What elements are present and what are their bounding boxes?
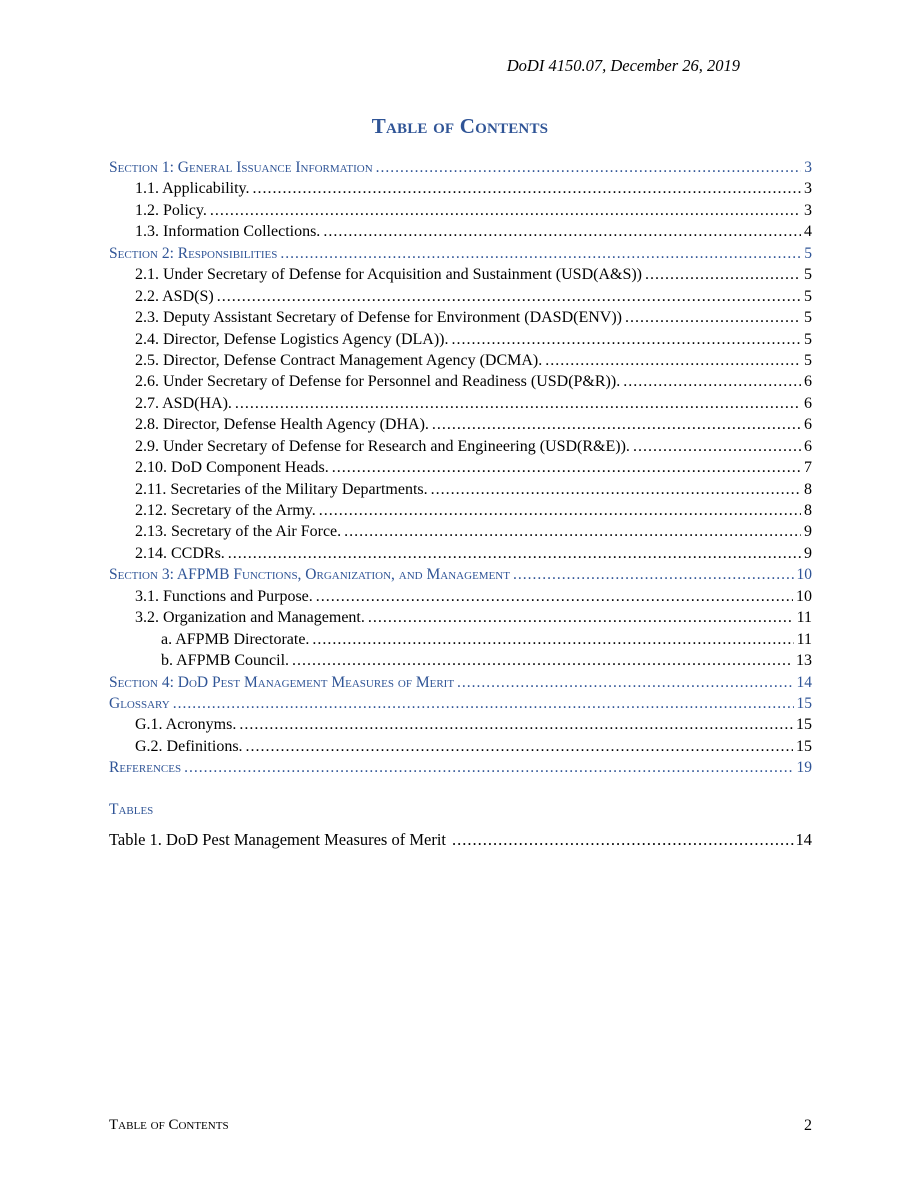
toc-entry-label: G.1. Acronyms. [135,716,237,734]
toc-entry-page-number: 4 [804,223,812,241]
table-entry-page-number: 14 [795,830,812,849]
toc-entry-label: G.2. Definitions. [135,737,243,755]
toc-title: Table of Contents [371,114,549,138]
dot-leader [513,564,794,585]
toc-entry-label: 2.3. Deputy Assistant Secretary of Defense for Environment (DASD(ENV)) [135,309,622,327]
toc-list [109,157,812,779]
dot-leader [235,393,801,414]
toc-entry-page-number: 5 [804,330,812,348]
toc-entry[interactable] [109,457,812,478]
dot-leader [184,757,793,778]
toc-entry[interactable] [109,629,812,650]
toc-entry-page-number: 10 [796,587,812,605]
dot-leader [280,243,801,264]
toc-entry-page-number: 10 [796,566,812,584]
toc-entry-label: Section 3: AFPMB Functions, Organization, and Management [109,566,510,584]
dot-leader [217,286,801,307]
toc-entry[interactable] [109,714,812,735]
toc-entry-label: Section 2: Responsibilities [109,244,278,262]
toc-entry[interactable] [109,564,812,585]
toc-entry-label: 1.2. Policy. [135,201,207,219]
dot-leader [239,714,793,735]
toc-entry-page-number: 6 [804,394,812,412]
toc-entry[interactable] [109,736,812,757]
dot-leader [228,543,801,564]
toc-entry-label: 2.5. Director, Defense Contract Management Agency (DCMA). [135,351,543,369]
toc-entry-label: 2.11. Secretaries of the Military Departments. [135,480,428,498]
toc-entry[interactable] [109,286,812,307]
toc-entry-label: a. AFPMB Directorate. [161,630,310,648]
toc-entry[interactable] [109,178,812,199]
dot-leader [633,436,801,457]
toc-entry-page-number: 3 [804,201,812,219]
toc-entry[interactable] [109,672,812,693]
toc-entry-label: 2.9. Under Secretary of Defense for Research and Engineering (USD(R&E)). [135,437,630,455]
toc-entry[interactable] [109,157,812,178]
dot-leader [431,479,801,500]
table-entry[interactable] [109,829,812,850]
toc-entry[interactable] [109,393,812,414]
toc-entry[interactable] [109,414,812,435]
footer-section-label: Table of Contents [109,1117,229,1133]
toc-entry-label: 2.2. ASD(S) [135,287,214,305]
toc-entry[interactable] [109,329,812,350]
tables-heading[interactable]: Tables [109,801,154,818]
dot-leader [253,178,801,199]
toc-entry-page-number: 8 [804,480,812,498]
dot-leader [368,607,794,628]
toc-entry[interactable] [109,200,812,221]
toc-entry-label: 2.6. Under Secretary of Defense for Personnel and Readiness (USD(P&R)). [135,373,621,391]
toc-entry-label: References [109,759,182,777]
toc-entry-label: 2.14. CCDRs. [135,544,225,562]
dot-leader [319,500,801,521]
toc-entry[interactable] [109,543,812,564]
dot-leader [376,157,802,178]
toc-entry-label: 2.13. Secretary of the Air Force. [135,523,342,541]
dot-leader [246,736,793,757]
toc-entry-label: Glossary [109,694,170,712]
toc-entry[interactable] [109,607,812,628]
toc-entry[interactable] [109,500,812,521]
page-header: DoDI 4150.07, December 26, 2019 [506,56,740,75]
dot-leader [623,371,801,392]
toc-entry-label: 2.4. Director, Defense Logistics Agency (DLA)). [135,330,449,348]
toc-entry-label: 2.10. DoD Component Heads. [135,459,329,477]
toc-entry[interactable] [109,521,812,542]
dot-leader [312,629,793,650]
toc-entry-page-number: 5 [804,287,812,305]
dot-leader [316,586,793,607]
page-number: 2 [804,1117,812,1134]
dot-leader [451,329,801,350]
toc-entry-label: 2.1. Under Secretary of Defense for Acquisition and Sustainment (USD(A&S)) [135,266,642,284]
toc-entry-label: 2.8. Director, Defense Health Agency (DHA). [135,416,429,434]
toc-entry-page-number: 15 [796,737,812,755]
toc-entry-label: 2.7. ASD(HA). [135,394,232,412]
toc-entry-page-number: 3 [804,159,812,176]
toc-entry[interactable] [109,586,812,607]
toc-entry-page-number: 9 [804,523,812,541]
toc-entry[interactable] [109,479,812,500]
dot-leader [625,307,801,328]
toc-entry-page-number: 6 [804,373,812,391]
dot-leader [332,457,801,478]
toc-entry[interactable] [109,757,812,778]
toc-entry-page-number: 5 [804,244,812,262]
toc-entry-page-number: 7 [804,459,812,477]
dot-leader [645,264,801,285]
toc-entry-label: 3.1. Functions and Purpose. [135,587,313,605]
toc-entry-page-number: 5 [804,266,812,284]
toc-entry-page-number: 6 [804,416,812,434]
toc-entry-page-number: 8 [804,502,812,519]
toc-entry-label: Section 1: General Issuance Information [109,159,373,176]
toc-entry-label: 1.3. Information Collections. [135,223,321,241]
toc-entry-page-number: 15 [796,694,812,712]
dot-leader [323,221,801,242]
toc-entry[interactable] [109,371,812,392]
dot-leader [457,672,793,693]
toc-entry-page-number: 11 [796,609,812,627]
dot-leader [292,650,793,671]
dot-leader [432,414,801,435]
dot-leader [173,693,794,714]
toc-entry-page-number: 15 [796,716,812,734]
toc-entry-label: 3.2. Organization and Management. [135,609,365,627]
toc-entry[interactable] [109,264,812,285]
toc-entry-page-number: 13 [796,652,812,670]
dot-leader [452,829,795,850]
toc-entry[interactable] [109,350,812,371]
toc-entry-page-number: 5 [804,309,812,327]
toc-entry[interactable] [109,650,812,671]
table-entry-label: Table 1. DoD Pest Management Measures of Merit [109,830,447,849]
toc-entry-label: Section 4: DoD Pest Management Measures of Merit [109,673,455,691]
toc-entry-page-number: 5 [804,351,812,369]
toc-entry[interactable] [109,436,812,457]
dot-leader [344,521,801,542]
toc-entry-label: 1.1. Applicability. [135,180,250,198]
toc-entry-page-number: 14 [796,673,812,691]
toc-entry-label: 2.12. Secretary of the Army. [135,502,316,519]
tables-list [109,829,812,850]
toc-entry-page-number: 6 [804,437,812,455]
toc-entry[interactable] [109,693,812,714]
toc-entry[interactable] [109,243,812,264]
toc-entry-page-number: 11 [796,630,812,648]
dot-leader [545,350,801,371]
toc-entry-page-number: 19 [796,759,812,777]
toc-entry-label: b. AFPMB Council. [161,652,290,670]
toc-entry-page-number: 9 [804,544,812,562]
dot-leader [210,200,801,221]
toc-entry[interactable] [109,221,812,242]
toc-entry-page-number: 3 [804,180,812,198]
toc-entry[interactable] [109,307,812,328]
